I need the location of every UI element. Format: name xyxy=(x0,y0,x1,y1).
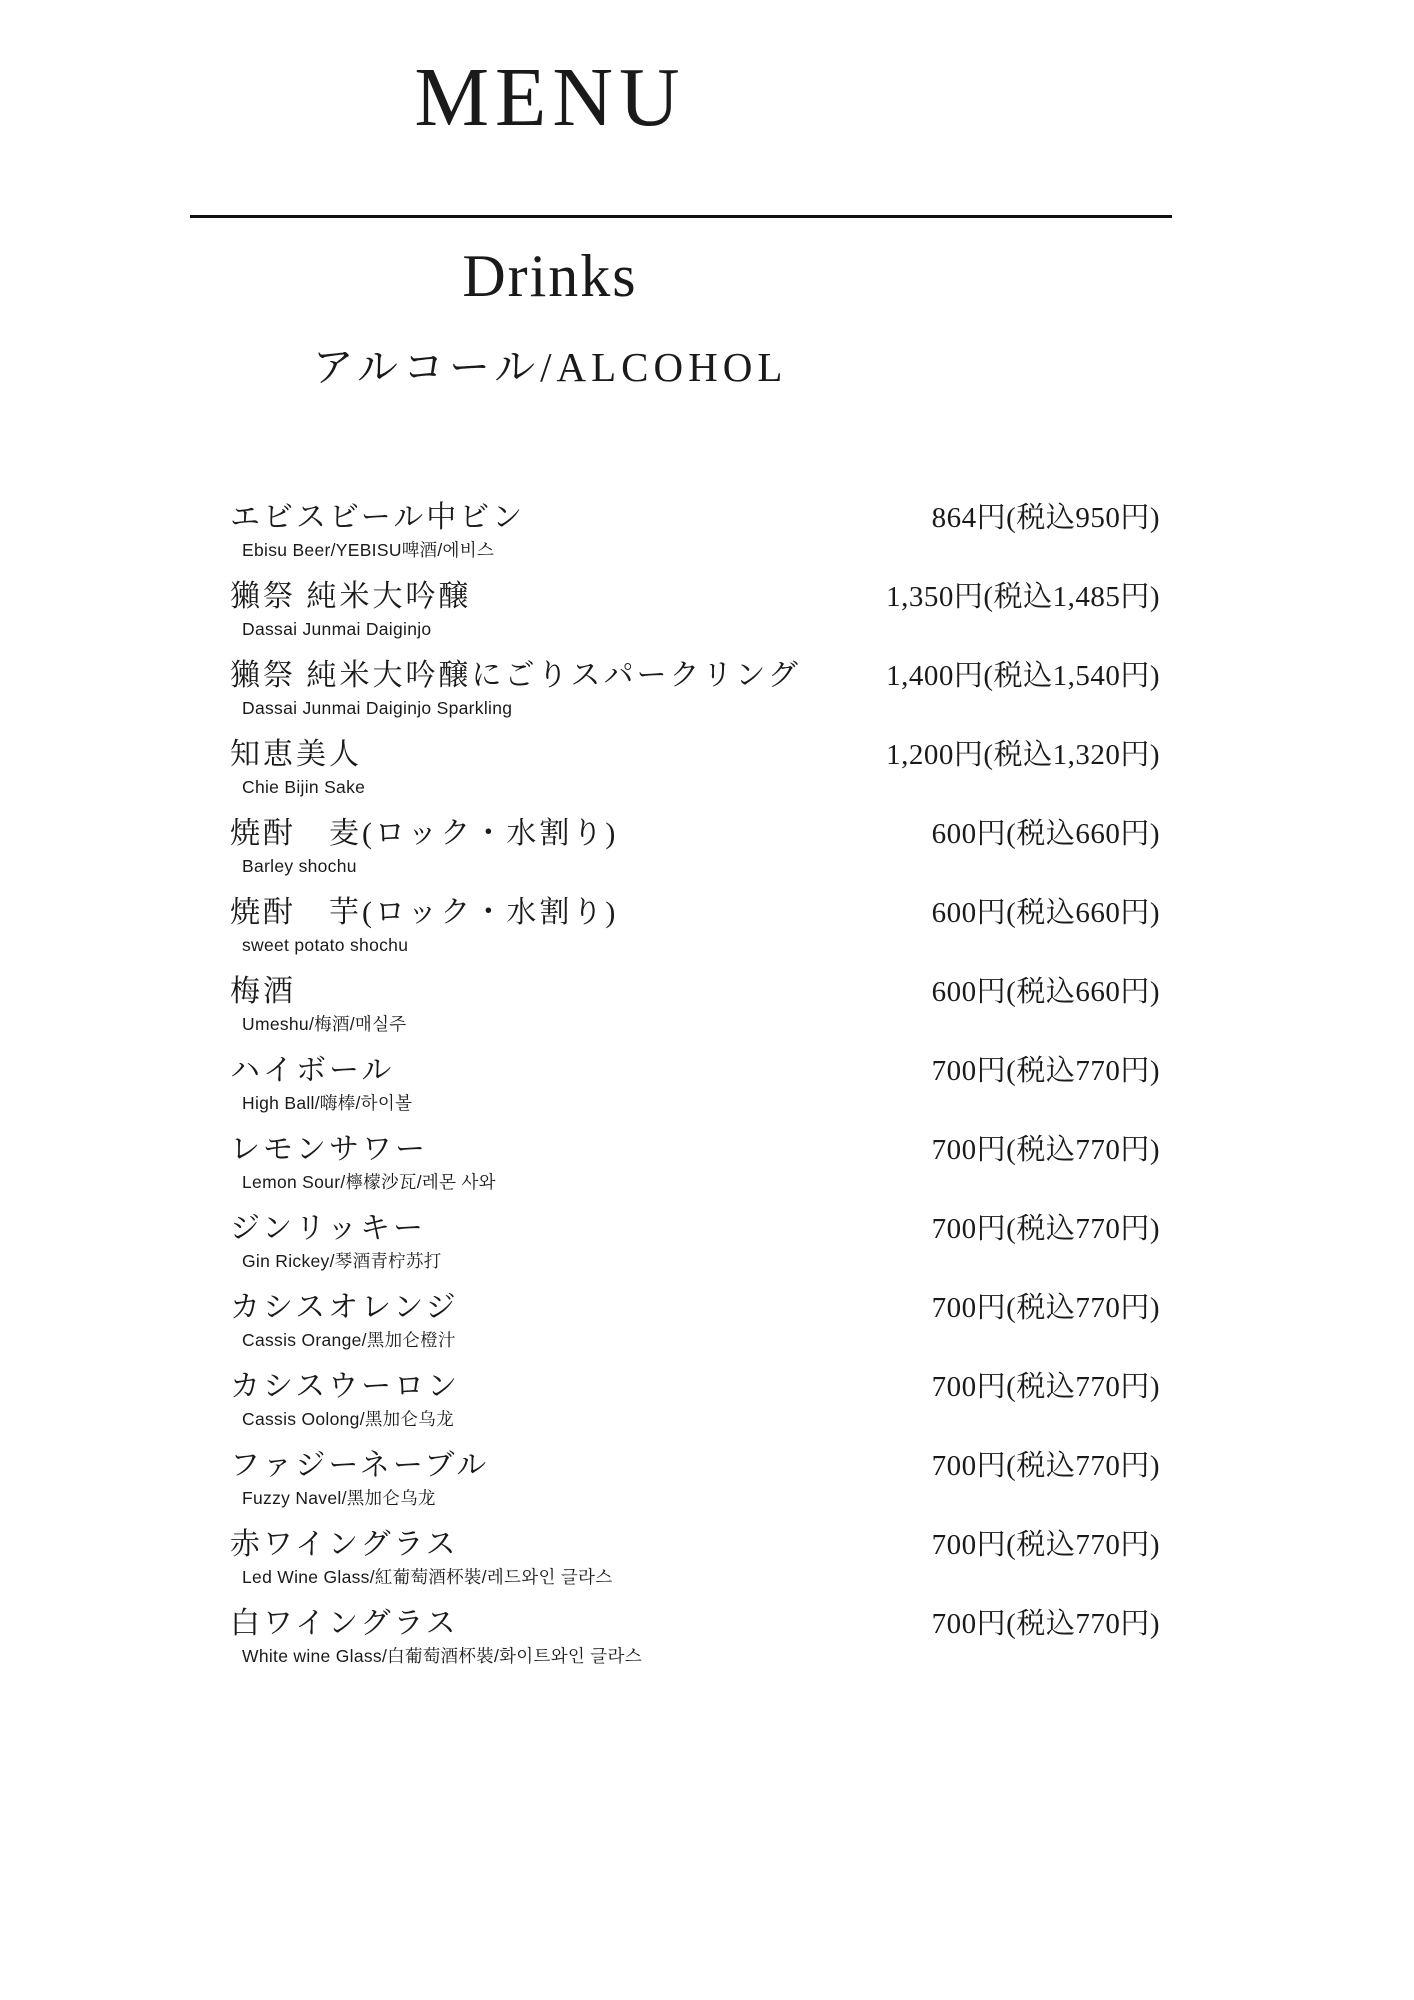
item-price: 700円(税込770円) xyxy=(931,1134,1160,1166)
item-description: Umeshu/梅酒/매실주 xyxy=(242,1014,407,1034)
item-description: Led Wine Glass/紅葡萄酒杯裝/레드와인 글라스 xyxy=(242,1567,613,1587)
menu-item-row xyxy=(230,499,1160,537)
item-description: Cassis Oolong/黑加仑乌龙 xyxy=(242,1409,454,1429)
item-name: 知恵美人 xyxy=(230,738,362,771)
item-name: ファジーネーブル xyxy=(230,1449,490,1482)
item-name: ハイボール xyxy=(230,1054,395,1087)
menu-item-row xyxy=(230,578,1160,616)
item-price: 700円(税込770円) xyxy=(931,1292,1160,1324)
menu-item-row xyxy=(230,1052,1160,1090)
menu-item xyxy=(230,894,1160,956)
item-name: ジンリッキー xyxy=(230,1212,427,1245)
menu-item xyxy=(230,1210,1160,1272)
item-name: 赤ワイングラス xyxy=(230,1528,459,1561)
item-name: 焼酎 麦(ロック・水割り) xyxy=(230,817,619,850)
item-price: 700円(税込770円) xyxy=(931,1213,1160,1245)
item-price: 1,350円(税込1,485円) xyxy=(886,581,1160,613)
menu-item xyxy=(230,815,1160,877)
menu-item-row xyxy=(230,1526,1160,1564)
menu-item xyxy=(230,973,1160,1035)
menu-item xyxy=(230,1289,1160,1351)
menu-item xyxy=(230,1052,1160,1114)
section-title: Drinks xyxy=(462,243,638,309)
page-title: MENU xyxy=(414,51,686,144)
menu-item-row xyxy=(230,1447,1160,1485)
item-price: 600円(税込660円) xyxy=(931,976,1160,1008)
menu-item xyxy=(230,1447,1160,1509)
item-description: Dassai Junmai Daiginjo Sparkling xyxy=(242,698,513,718)
item-description: Fuzzy Navel/黑加仑乌龙 xyxy=(242,1488,436,1508)
item-price: 1,400円(税込1,540円) xyxy=(886,660,1160,692)
item-description: High Ball/嗨棒/하이볼 xyxy=(242,1093,413,1113)
menu-item-row xyxy=(230,894,1160,932)
menu-item xyxy=(230,578,1160,640)
menu-item xyxy=(230,499,1160,561)
menu-item xyxy=(230,1368,1160,1430)
item-name: カシスオレンジ xyxy=(230,1291,459,1324)
title-divider xyxy=(190,215,1172,218)
item-price: 700円(税込770円) xyxy=(931,1450,1160,1482)
item-description: Ebisu Beer/YEBISU啤酒/에비스 xyxy=(242,540,495,560)
menu-item-row xyxy=(230,1368,1160,1406)
menu-item-row xyxy=(230,736,1160,774)
item-price: 700円(税込770円) xyxy=(931,1055,1160,1087)
item-description: Barley shochu xyxy=(242,856,357,876)
item-name: 白ワイングラス xyxy=(230,1607,459,1640)
item-price: 1,200円(税込1,320円) xyxy=(886,739,1160,771)
item-price: 600円(税込660円) xyxy=(931,897,1160,929)
item-name: カシスウーロン xyxy=(230,1370,461,1403)
item-description: Cassis Orange/黑加仑橙汁 xyxy=(242,1330,456,1350)
item-description: White wine Glass/白葡萄酒杯裝/화이트와인 글라스 xyxy=(242,1646,642,1666)
menu-item-row xyxy=(230,973,1160,1011)
menu-item-row xyxy=(230,1289,1160,1327)
subsection-title: アルコール/ALCOHOL xyxy=(312,344,788,390)
item-price: 700円(税込770円) xyxy=(931,1608,1160,1640)
item-name: 梅酒 xyxy=(230,975,296,1008)
item-description: Chie Bijin Sake xyxy=(242,777,366,797)
menu-item xyxy=(230,657,1160,719)
menu-item-row xyxy=(230,815,1160,853)
menu-item-row xyxy=(230,1605,1160,1643)
item-name: レモンサワー xyxy=(230,1133,428,1166)
menu-item xyxy=(230,1526,1160,1588)
item-description: Gin Rickey/琴酒青柠苏打 xyxy=(242,1251,442,1271)
item-price: 700円(税込770円) xyxy=(931,1371,1160,1403)
item-name: 獺祭 純米大吟醸 xyxy=(230,580,472,613)
item-name: 獺祭 純米大吟醸にごりスパークリング xyxy=(230,659,801,692)
item-description: Lemon Sour/檸檬沙瓦/레몬 사와 xyxy=(242,1172,496,1192)
menu-item xyxy=(230,736,1160,798)
item-description: Dassai Junmai Daiginjo xyxy=(242,619,432,639)
menu-item xyxy=(230,1605,1160,1667)
item-name: 焼酎 芋(ロック・水割り) xyxy=(230,896,619,929)
menu-items xyxy=(230,499,1160,1684)
menu-item-row xyxy=(230,1131,1160,1169)
menu-item-row xyxy=(230,657,1160,695)
menu-item xyxy=(230,1131,1160,1193)
item-description: sweet potato shochu xyxy=(242,935,409,955)
menu-item-row xyxy=(230,1210,1160,1248)
item-price: 864円(税込950円) xyxy=(931,502,1160,534)
item-price: 600円(税込660円) xyxy=(931,818,1160,850)
item-price: 700円(税込770円) xyxy=(931,1529,1160,1561)
item-name: エビスビール中ビン xyxy=(230,501,526,534)
